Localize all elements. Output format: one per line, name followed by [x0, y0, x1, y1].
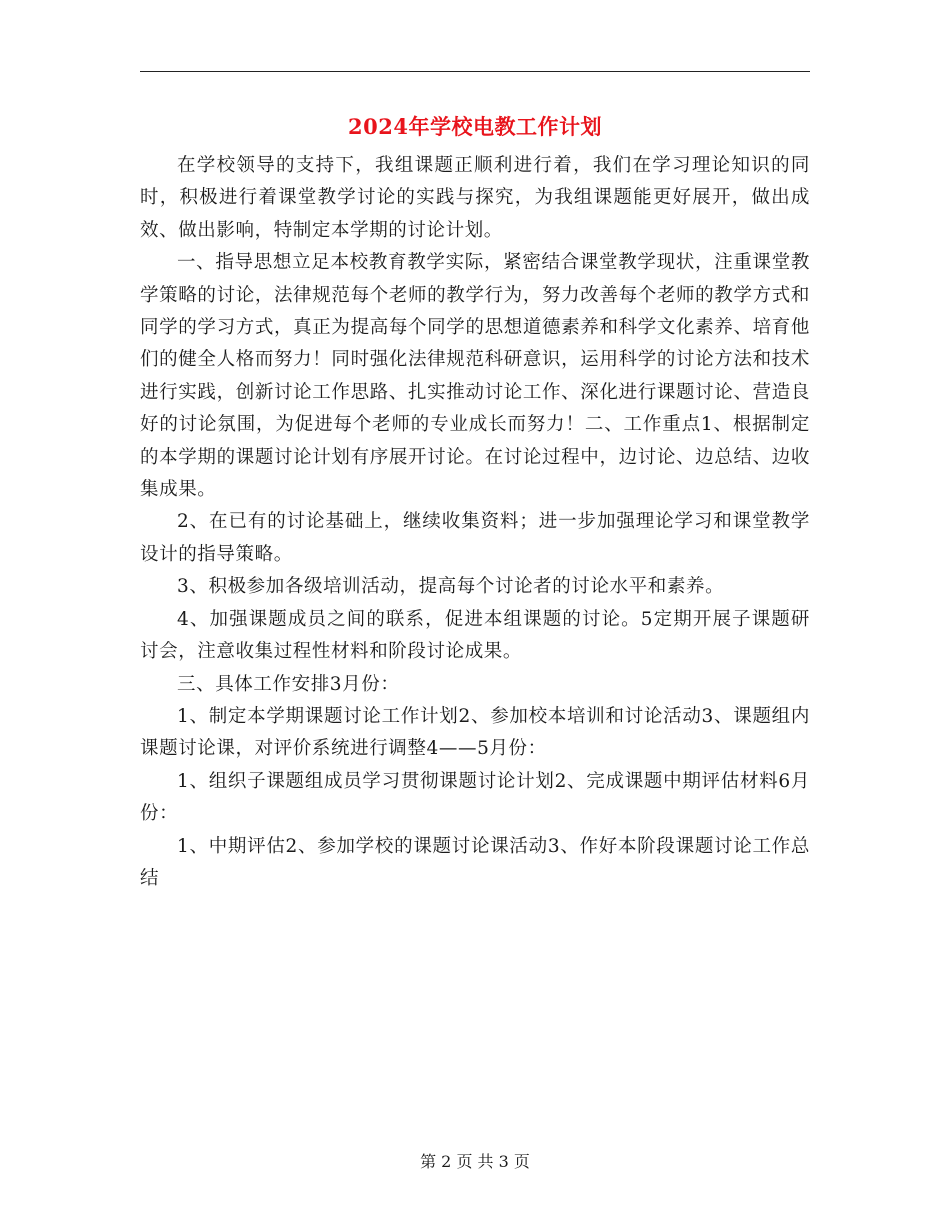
- paragraph-schedule-heading: 三、具体工作安排3月份：: [177, 673, 400, 695]
- paragraph-point-3: 3、积极参加各级培训活动，提高每个讨论者的讨论水平和素养。: [177, 576, 725, 598]
- document-title: 2024年学校电教工作计划: [348, 114, 602, 139]
- paragraph-guiding-thought: 一、指导思想立足本校教育教学实际，紧密结合课堂教学现状，注重课堂教学策略的讨论，法律规范每个老师的教学行为，努力改善每个老师的教学方式和同学的学习方式，真正为提高每个同学的思想道德素养和科学文化素养、培育他们的健全人格而努力！同时强化法律规范科研意识，运用科学的讨论方法和技术进行实践，创新讨论工作思路、扎实推动讨论工作、深化进行课题讨论、营造良好的讨论氛围，为促进每个老师的专业成长而努力！二、工作重点1、根据制定的本学期的课题讨论计划有序展开讨论。在讨论过程中，边讨论、边总结、边收集成果。: [140, 252, 810, 501]
- paragraph-point-4: 4、加强课题成员之间的联系，促进本组课题的讨论。5定期开展子课题研讨会，注意收集过程性材料和阶段讨论成果。: [140, 608, 810, 663]
- paragraph-march: 1、制定本学期课题讨论工作计划2、参加校本培训和讨论活动3、课题组内课题讨论课，对评价系统进行调整4——5月份：: [140, 705, 810, 760]
- page-number-footer: 第 2 页 共 3 页: [420, 1152, 530, 1171]
- paragraph-point-2: 2、在已有的讨论基础上，继续收集资料；进一步加强理论学习和课堂教学设计的指导策略。: [140, 511, 810, 565]
- paragraph-june: 1、中期评估2、参加学校的课题讨论课活动3、作好本阶段课题讨论工作总结: [140, 835, 810, 889]
- paragraph-april-may: 1、组织子课题组成员学习贯彻课题讨论计划2、完成课题中期评估材料6月份：: [140, 770, 810, 825]
- paragraph-intro: 在学校领导的支持下，我组课题正顺利进行着，我们在学习理论知识的同时，积极进行着课堂教学讨论的实践与探究，为我组课题能更好展开，做出成效、做出影响，特制定本学期的讨论计划。: [140, 155, 810, 241]
- header-rule: [140, 71, 810, 72]
- document-body: [140, 150, 810, 895]
